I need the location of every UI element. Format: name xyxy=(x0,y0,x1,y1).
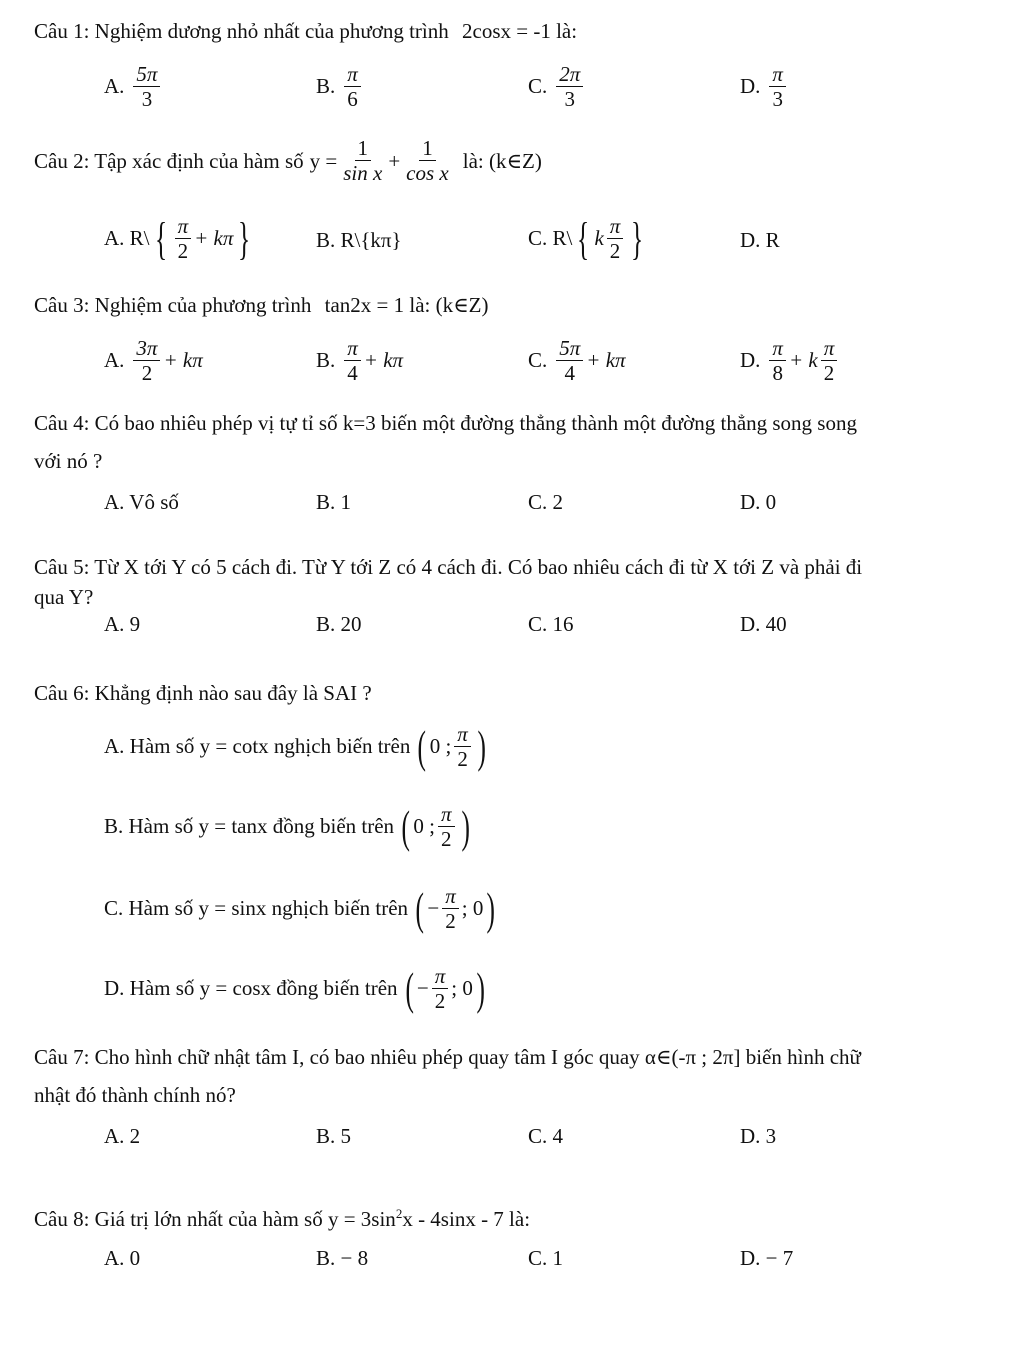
question-1-text: Câu 1: Nghiệm dương nhỏ nhất của phương trình xyxy=(34,19,449,43)
question-5-line-1: Câu 5: Từ X tới Y có 5 cách đi. Từ Y tới Z có 4 cách đi. Có bao nhiêu cách đi từ X tới Z và phải đi xyxy=(34,555,863,579)
q6-statement-d[interactable]: D. Hàm số y = cosx đồng biến trên ( − $\frac{\pi}{2}$ ; 0 ) xyxy=(104,962,485,1014)
question-3-text: Câu 3: Nghiệm của phương trình xyxy=(34,293,312,317)
q8-option-d[interactable]: D. − 7 xyxy=(740,1246,794,1270)
q3-option-c[interactable]: C. $\frac{5\pi}{4}$ + kπ xyxy=(528,336,626,386)
question-7 xyxy=(34,1038,984,1114)
q2-option-d[interactable]: D. R xyxy=(740,228,780,252)
q1-option-c[interactable]: C. $\frac{2\pi}{3}$ xyxy=(528,62,586,111)
q8-option-c[interactable]: C. 1 xyxy=(528,1246,564,1270)
question-3 xyxy=(34,286,984,324)
q3-option-d[interactable]: D. $\frac{\pi}{8}$ + k $\frac{\pi}{2}$ xyxy=(740,336,840,385)
q5-option-a[interactable]: A. 9 xyxy=(104,612,141,636)
q1-option-a[interactable]: A. $\frac{5\pi}{3}$ xyxy=(104,62,163,111)
q5-option-b[interactable]: B. 20 xyxy=(316,612,362,636)
question-6-text: Câu 6: Khẳng định nào sau đây là SAI ? xyxy=(34,681,372,705)
question-5 xyxy=(34,552,984,612)
q2-fraction-cos: $\frac{1}{\text{cos x}}$ xyxy=(406,136,449,186)
question-1-equation: 2cosx = -1 xyxy=(462,19,551,43)
question-4 xyxy=(34,404,984,480)
question-1-suffix: là: xyxy=(556,19,578,43)
question-5-line-2: qua Y? xyxy=(34,585,94,609)
question-6 xyxy=(34,674,984,712)
question-3-equation: tan2x = 1 xyxy=(324,293,405,317)
question-4-line-2: với nó ? xyxy=(34,449,103,473)
question-2-suffix: là: (k∈Z) xyxy=(462,148,542,173)
question-8-exponent: 2 xyxy=(395,1206,403,1221)
q2-option-b[interactable]: B. R\{kπ} xyxy=(316,228,402,252)
question-7-line-1: Câu 7: Cho hình chữ nhật tâm I, có bao nhiêu phép quay tâm I góc quay α∈(-π ; 2π] biến hình chữ xyxy=(34,1045,861,1069)
q3-option-b[interactable]: B. $\frac{\pi}{4}$ + kπ xyxy=(316,336,404,386)
q7-option-b[interactable]: B. 5 xyxy=(316,1124,352,1148)
question-8-text-after: x - 4sinx - 7 là: xyxy=(402,1207,531,1231)
question-8 xyxy=(34,1200,984,1238)
q7-option-a[interactable]: A. 2 xyxy=(104,1124,141,1148)
q1-option-b[interactable]: B. $\frac{\pi}{6}$ xyxy=(316,62,364,111)
q4-option-a[interactable]: A. Vô số xyxy=(104,490,179,514)
q4-option-d[interactable]: D. 0 xyxy=(740,490,777,514)
q5-option-d[interactable]: D. 40 xyxy=(740,612,787,636)
q2-option-c[interactable]: C. R\ { k $\frac{\pi}{2}$ } xyxy=(528,212,644,264)
q8-option-a[interactable]: A. 0 xyxy=(104,1246,141,1270)
question-2: Câu 2: Tập xác định của hàm số y = $\frac{1}{\text{sin x}}$ + $\frac{1}{\text{cos x}}$ là: (k∈Z) xyxy=(34,136,542,186)
question-8-text-before: Câu 8: Giá trị lớn nhất của hàm số y = 3sin xyxy=(34,1207,396,1231)
q7-option-c[interactable]: C. 4 xyxy=(528,1124,564,1148)
q3-option-a[interactable]: A. $\frac{3\pi}{2}$ + kπ xyxy=(104,336,203,386)
question-7-line-2: nhật đó thành chính nó? xyxy=(34,1083,236,1107)
q6-statement-c[interactable]: C. Hàm số y = sinx nghịch biến trên ( − $\frac{\pi}{2}$ ; 0 ) xyxy=(104,882,496,934)
q5-option-c[interactable]: C. 16 xyxy=(528,612,574,636)
q2-option-a[interactable]: A. R\ { $\frac{\pi}{2}$ + kπ } xyxy=(104,212,251,264)
q4-option-c[interactable]: C. 2 xyxy=(528,490,564,514)
question-3-suffix: là: (k∈Z) xyxy=(409,293,489,317)
q4-option-b[interactable]: B. 1 xyxy=(316,490,352,514)
q2-fraction-sin: $\frac{1}{\text{sin x}}$ xyxy=(343,136,383,186)
question-1 xyxy=(34,12,984,50)
q7-option-d[interactable]: D. 3 xyxy=(740,1124,777,1148)
question-4-line-1: Câu 4: Có bao nhiêu phép vị tự tỉ số k=3 biến một đường thẳng thành một đường thẳng song song xyxy=(34,411,857,435)
q1-option-d[interactable]: D. $\frac{\pi}{3}$ xyxy=(740,62,789,111)
q8-option-b[interactable]: B. − 8 xyxy=(316,1246,369,1270)
q6-statement-b[interactable]: B. Hàm số y = tanx đồng biến trên ( 0 ; $\frac{\pi}{2}$ ) xyxy=(104,800,470,852)
q6-statement-a[interactable]: A. Hàm số y = cotx nghịch biến trên ( 0 ; $\frac{\pi}{2}$ ) xyxy=(104,720,486,772)
question-2-text: Câu 2: Tập xác định của hàm số xyxy=(34,148,304,173)
